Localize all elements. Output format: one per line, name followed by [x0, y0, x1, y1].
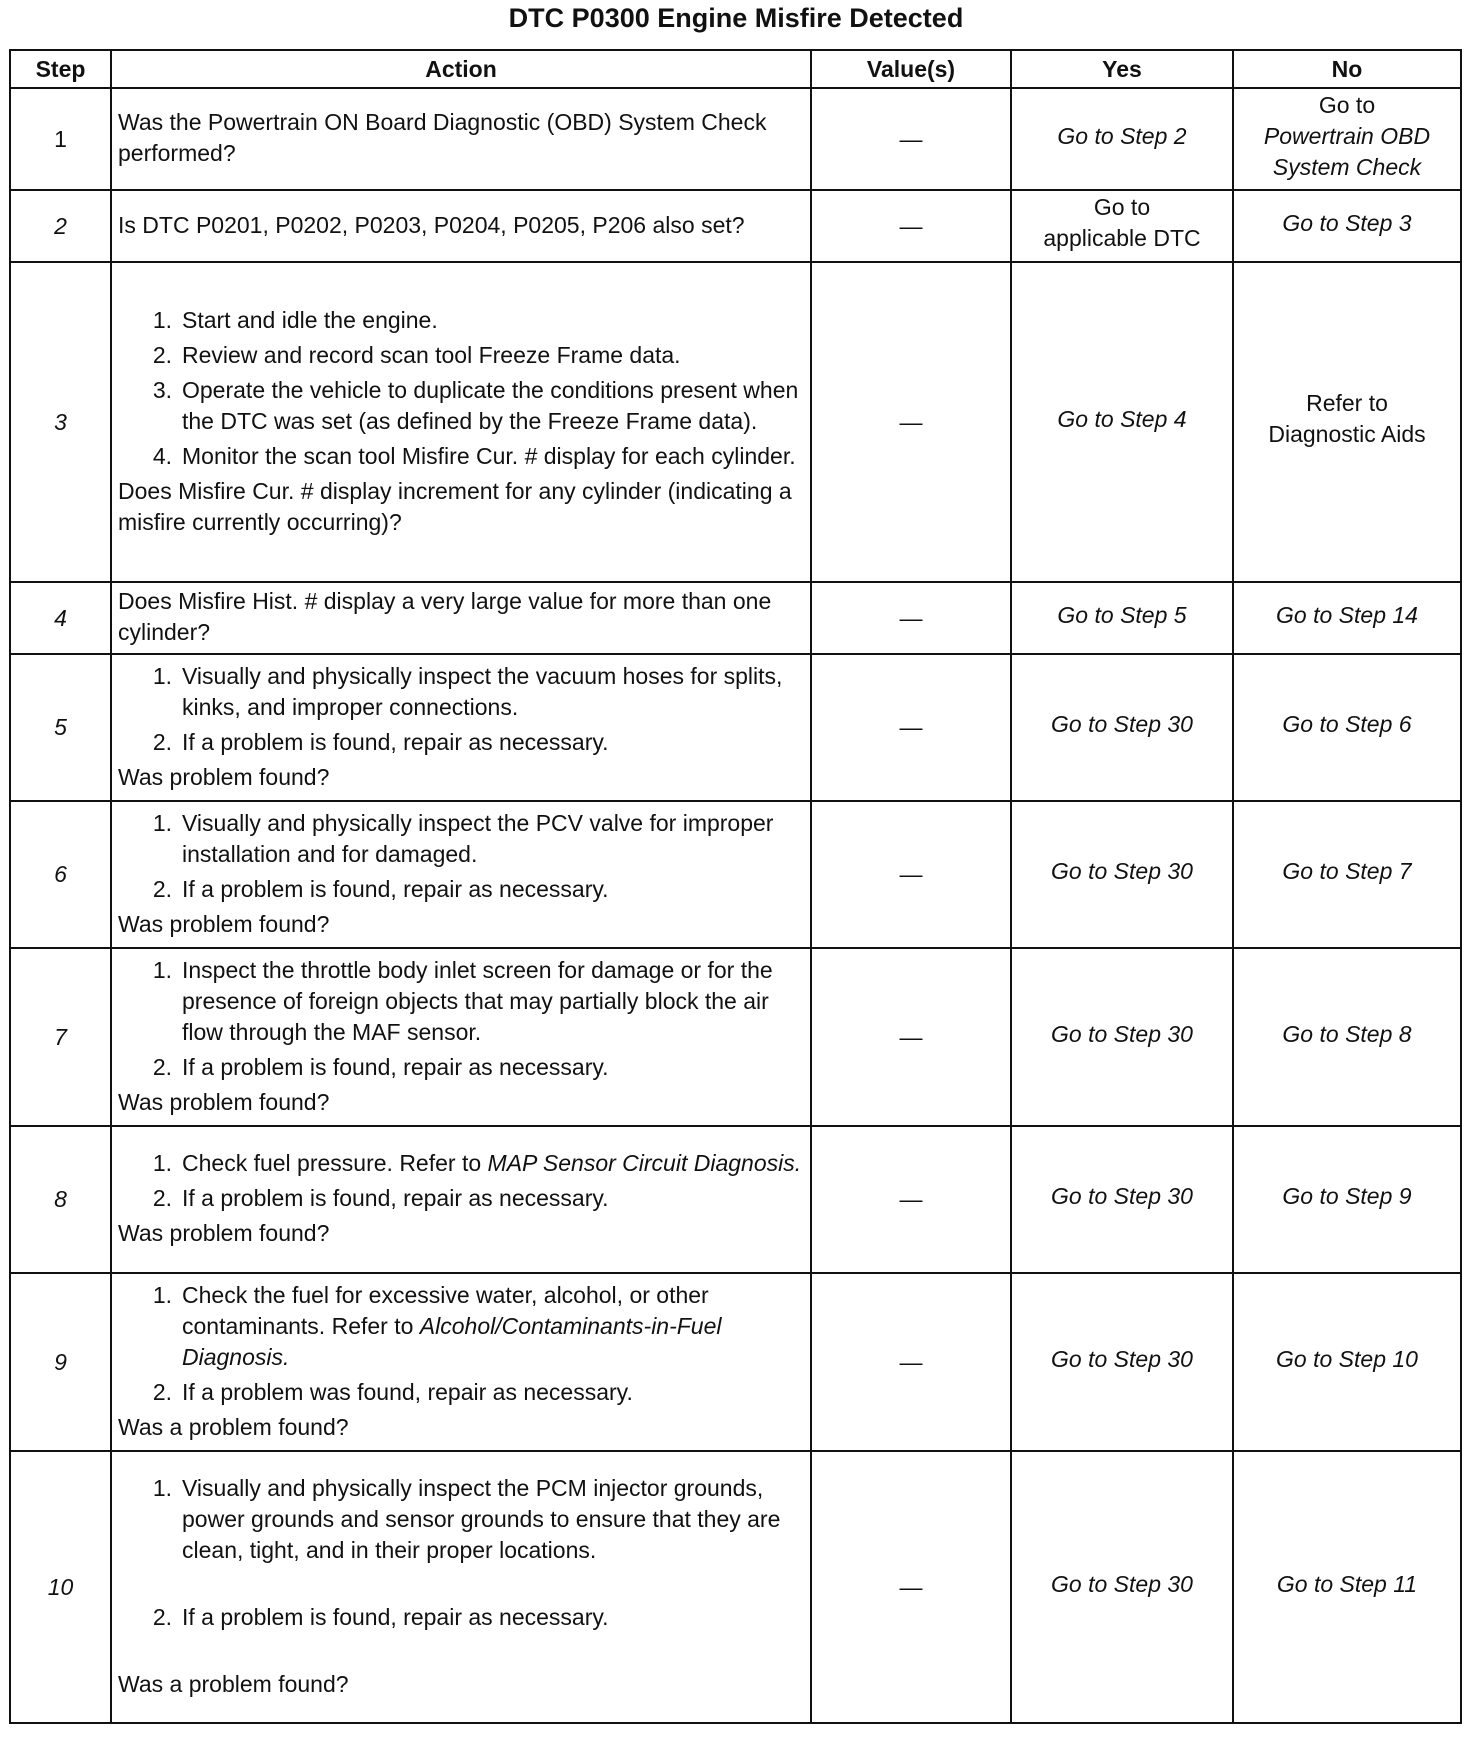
step-number: 8 — [10, 1126, 111, 1273]
spacer — [118, 1570, 804, 1598]
action-step: 2. If a problem was found, repair as necessary. — [152, 1378, 633, 1405]
step-number: 6 — [10, 801, 111, 948]
action-cell — [111, 801, 811, 948]
action-step: 1. Start and idle the engine. — [152, 306, 438, 333]
header-step: Step — [10, 50, 111, 88]
yes-cell: Go to Step 5 — [1011, 582, 1233, 654]
yes-cell: Go to Step 30 — [1011, 1451, 1233, 1723]
table-row — [10, 1451, 1461, 1723]
action-question: Does Misfire Hist. # display a very large value for more than one cylinder? — [118, 588, 772, 645]
header-action: Action — [111, 50, 811, 88]
action-steps — [118, 1148, 804, 1214]
value-cell: — — [811, 88, 1011, 190]
action-step: 1. Visually and physically inspect the vacuum hoses for splits, kinks, and improper connections. — [152, 662, 783, 720]
yes-cell: Go to Step 30 — [1011, 1273, 1233, 1451]
step-number: 3 — [10, 262, 111, 582]
no-cell: Go to Step 14 — [1233, 582, 1461, 654]
no-cell: Go to Step 11 — [1233, 1451, 1461, 1723]
no-text: Diagnostic Aids — [1268, 421, 1426, 447]
action-cell — [111, 948, 811, 1126]
yes-cell: Go to Step 30 — [1011, 654, 1233, 801]
action-cell — [111, 1273, 811, 1451]
action-step: 2. If a problem is found, repair as necessary. — [152, 728, 609, 755]
no-cell: Go to Step 7 — [1233, 801, 1461, 948]
action-steps — [118, 1280, 804, 1408]
action-question: Was problem found? — [118, 1088, 330, 1115]
value-cell: — — [811, 1126, 1011, 1273]
action-question: Was problem found? — [118, 1220, 330, 1246]
action-step: 1. Visually and physically inspect the PCM injector grounds, power grounds and sensor grounds to ensure that they are clean, tight, and in their proper locations. — [152, 1474, 781, 1563]
table-header-row — [10, 50, 1461, 88]
spacer — [118, 1637, 804, 1665]
value-cell: — — [811, 801, 1011, 948]
yes-text: Go to — [1093, 194, 1151, 220]
value-cell: — — [811, 582, 1011, 654]
table-row — [10, 190, 1461, 262]
no-cell: Go to Step 3 — [1233, 190, 1461, 262]
yes-cell — [1011, 190, 1233, 262]
value-cell: — — [811, 948, 1011, 1126]
table-row — [10, 801, 1461, 948]
yes-cell: Go to Step 30 — [1011, 801, 1233, 948]
action-step: 4. Monitor the scan tool Misfire Cur. # display for each cylinder. — [152, 442, 796, 469]
action-cell — [111, 654, 811, 801]
action-steps — [118, 661, 804, 758]
action-cell — [111, 1126, 811, 1273]
action-steps — [118, 1473, 804, 1665]
action-steps — [118, 808, 804, 905]
step-number: 2 — [10, 190, 111, 262]
action-steps — [118, 955, 804, 1083]
action-cell — [111, 88, 811, 190]
action-step: 2. If a problem is found, repair as necessary. — [152, 1603, 609, 1630]
step-number: 10 — [10, 1451, 111, 1723]
table-row — [10, 88, 1461, 190]
no-cell — [1233, 262, 1461, 582]
action-step: 1. Check fuel pressure. Refer to MAP Sensor Circuit Diagnosis. — [152, 1150, 802, 1176]
no-text: Go to — [1318, 91, 1376, 118]
table-row — [10, 1126, 1461, 1273]
step-number: 9 — [10, 1273, 111, 1451]
reference-link[interactable]: MAP Sensor Circuit Diagnosis. — [487, 1150, 802, 1176]
no-cell — [1233, 88, 1461, 190]
action-question: Was problem found? — [118, 763, 330, 790]
header-no: No — [1233, 50, 1461, 88]
value-cell: — — [811, 262, 1011, 582]
table-row — [10, 582, 1461, 654]
header-yes: Yes — [1011, 50, 1233, 88]
value-cell: — — [811, 654, 1011, 801]
table-row — [10, 654, 1461, 801]
yes-cell: Go to Step 2 — [1011, 88, 1233, 190]
action-question: Is DTC P0201, P0202, P0203, P0204, P0205, P206 also set? — [118, 211, 745, 238]
yes-cell: Go to Step 4 — [1011, 262, 1233, 582]
value-cell: — — [811, 1273, 1011, 1451]
action-question: Does Misfire Cur. # display increment for any cylinder (indicating a misfire currently occurring)? — [118, 477, 792, 535]
no-text: Refer to — [1306, 390, 1388, 416]
action-step: 2. If a problem is found, repair as necessary. — [152, 1053, 609, 1080]
table-row — [10, 262, 1461, 582]
yes-cell: Go to Step 30 — [1011, 948, 1233, 1126]
action-cell — [111, 262, 811, 582]
table-row — [10, 948, 1461, 1126]
no-reference: Powertrain OBD System Check — [1263, 122, 1431, 180]
action-step: 2. If a problem is found, repair as necessary. — [152, 875, 609, 902]
no-cell: Go to Step 8 — [1233, 948, 1461, 1126]
yes-text: applicable DTC — [1043, 225, 1201, 251]
action-step: 1. Check the fuel for excessive water, alcohol, or other contaminants. Refer to Alcohol/Contaminants-in-Fuel Diagnosis. — [152, 1281, 722, 1370]
value-cell: — — [811, 190, 1011, 262]
action-cell — [111, 1451, 811, 1723]
step-number: 1 — [10, 88, 111, 190]
no-cell: Go to Step 9 — [1233, 1126, 1461, 1273]
value-cell: — — [811, 1451, 1011, 1723]
page-title: DTC P0300 Engine Misfire Detected — [508, 3, 964, 33]
reference-link[interactable]: Alcohol/Contaminants-in-Fuel Diagnosis. — [182, 1312, 722, 1370]
action-step: 2. If a problem is found, repair as necessary. — [152, 1185, 609, 1211]
action-question: Was a problem found? — [118, 1670, 349, 1697]
action-question: Was the Powertrain ON Board Diagnostic (OBD) System Check performed? — [118, 109, 767, 166]
no-cell: Go to Step 6 — [1233, 654, 1461, 801]
no-cell: Go to Step 10 — [1233, 1273, 1461, 1451]
step-number: 4 — [10, 582, 111, 654]
table-row — [10, 1273, 1461, 1451]
action-question: Was problem found? — [118, 910, 330, 937]
action-step: 2. Review and record scan tool Freeze Frame data. — [152, 341, 681, 368]
action-cell — [111, 582, 811, 654]
action-cell — [111, 190, 811, 262]
action-question: Was a problem found? — [118, 1413, 349, 1440]
step-number: 7 — [10, 948, 111, 1126]
yes-cell: Go to Step 30 — [1011, 1126, 1233, 1273]
action-step: 1. Inspect the throttle body inlet screen for damage or for the presence of foreign objects that may partially block the air flow through the MAF sensor. — [152, 956, 773, 1045]
action-steps — [118, 305, 804, 472]
action-step: 3. Operate the vehicle to duplicate the conditions present when the DTC was set (as defined by the Freeze Frame data). — [152, 376, 799, 434]
diagnostic-table — [9, 49, 1462, 1724]
step-number: 5 — [10, 654, 111, 801]
action-step: 1. Visually and physically inspect the PCV valve for improper installation and for damaged. — [152, 809, 774, 867]
header-values: Value(s) — [811, 50, 1011, 88]
